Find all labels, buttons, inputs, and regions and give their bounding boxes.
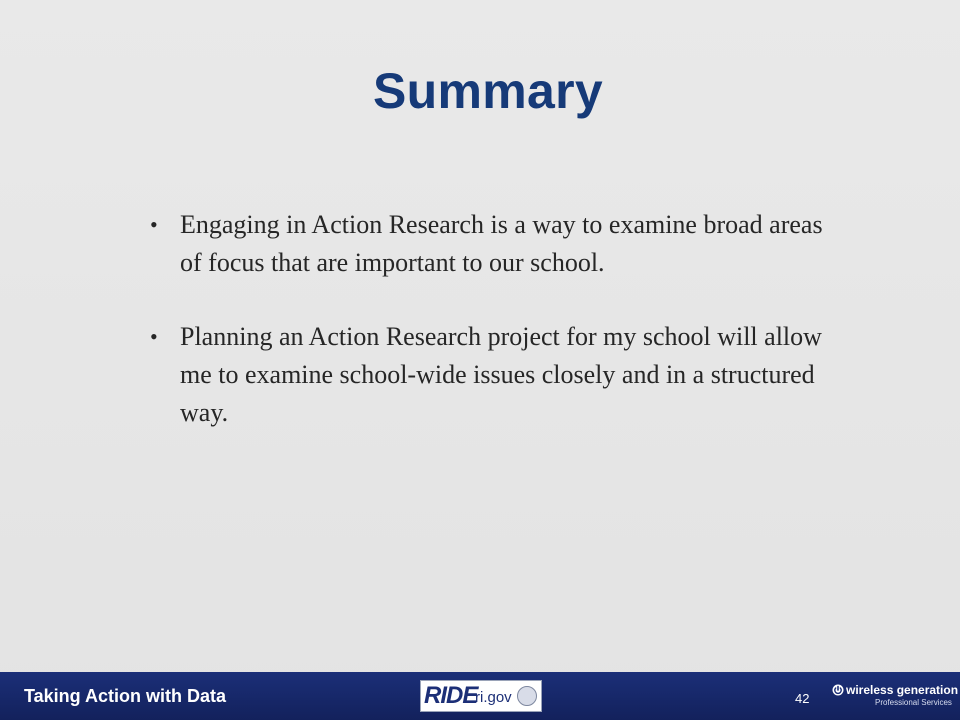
footer-bar — [0, 672, 960, 720]
footer-title: Taking Action with Data — [24, 686, 227, 706]
ride-logo — [420, 680, 542, 712]
bullet-list — [146, 206, 826, 468]
bullet-dot: • — [150, 324, 158, 349]
bullet-item — [146, 318, 826, 432]
ride-logo-main: RIDE — [424, 682, 478, 709]
bullet-text: Engaging in Action Research is a way to examine broad areas of focus that are important to our school. — [180, 210, 823, 277]
wg-logo-main: wireless generation — [846, 683, 959, 697]
ride-logo-sub: ri.gov — [475, 689, 512, 706]
wg-logo-sub: Professional Services — [875, 698, 952, 707]
bullet-dot: • — [150, 212, 158, 237]
bullet-item — [146, 206, 826, 282]
power-icon — [832, 684, 844, 696]
page-number: 42 — [795, 691, 810, 706]
seal-icon — [517, 686, 537, 706]
wireless-generation-logo — [832, 682, 959, 712]
bullet-text: Planning an Action Research project for my school will allow me to examine school-wide issues closely and in a structured way. — [180, 322, 822, 427]
slide-title: Summary — [373, 63, 603, 119]
